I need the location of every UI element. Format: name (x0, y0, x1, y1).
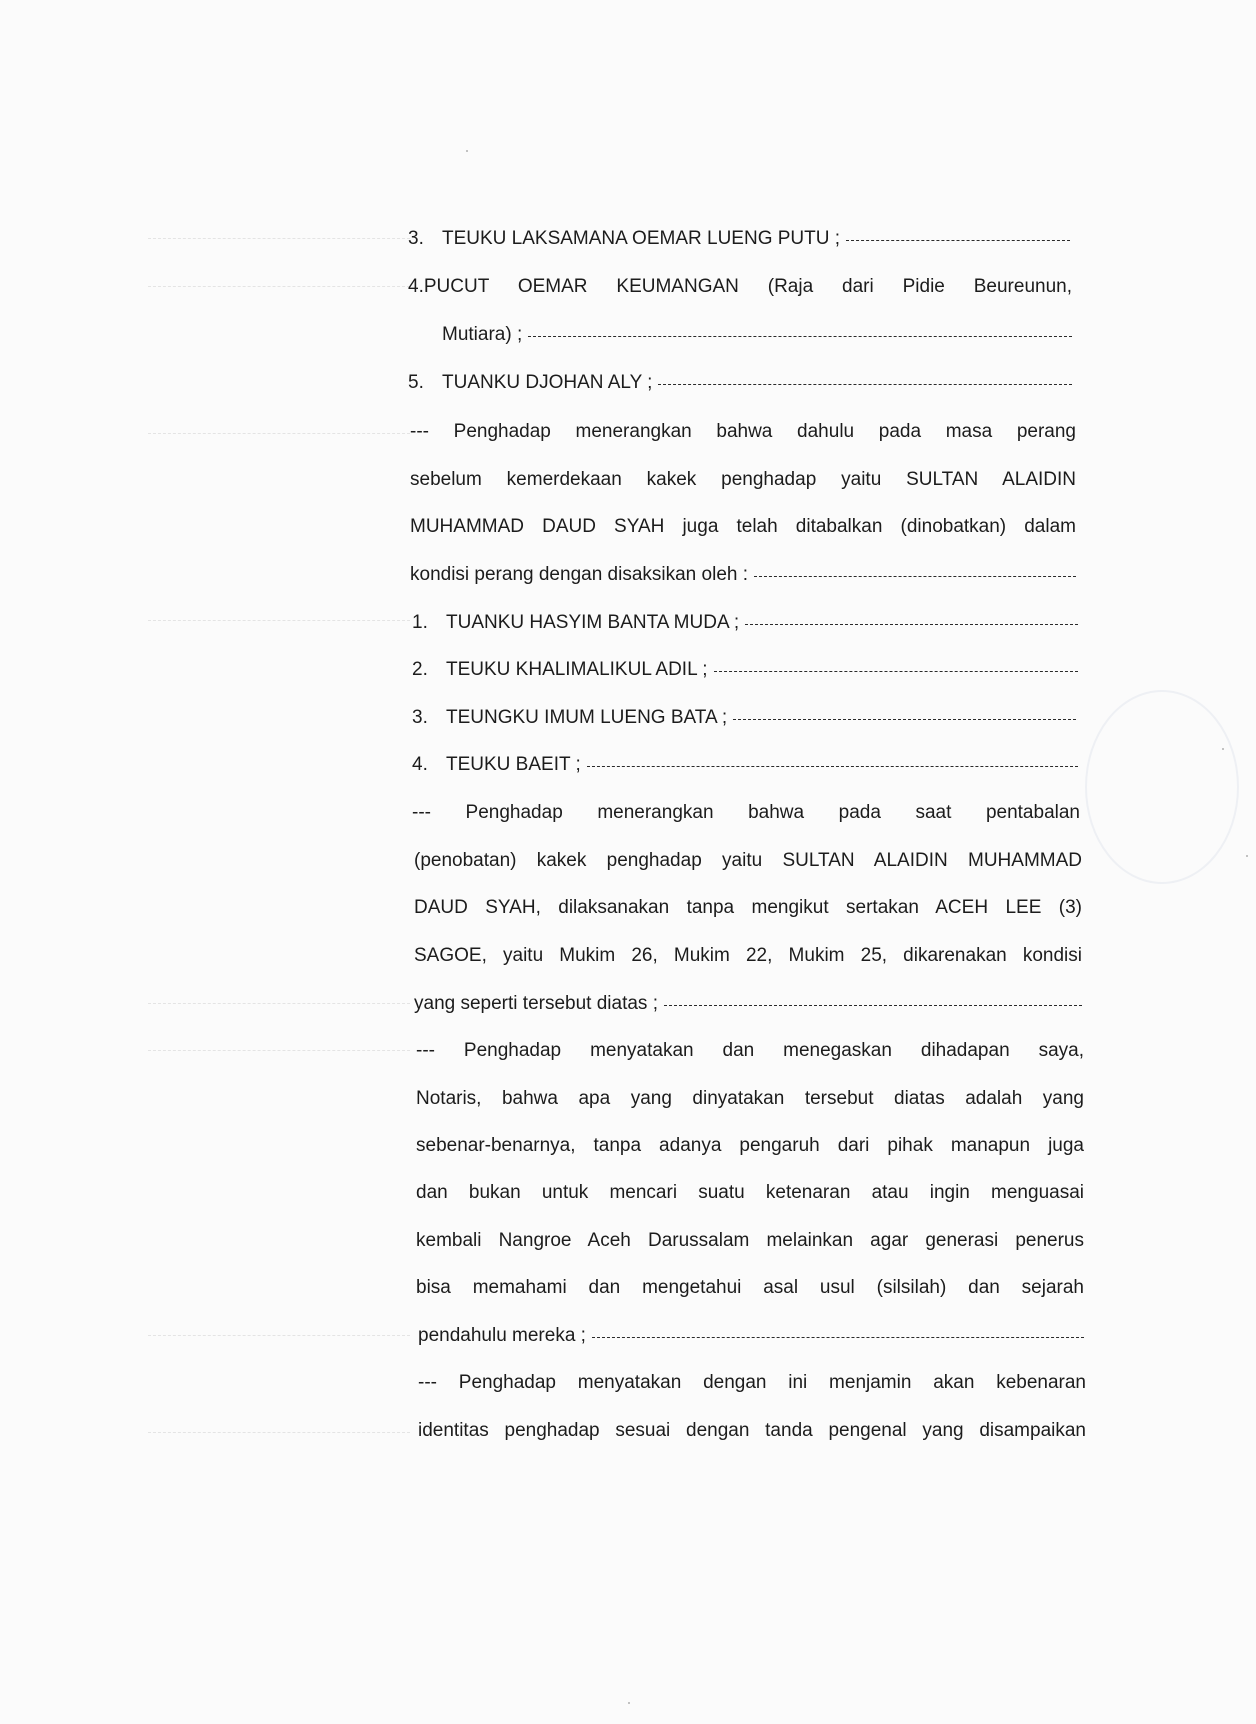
item-number: 4. (408, 276, 424, 297)
dash-filler (592, 1337, 1084, 1338)
witness-item-5 (408, 368, 1072, 398)
paragraph-line (416, 1226, 1084, 1256)
item-number: 3. (408, 228, 424, 249)
item-text: TEUKU BAEIT ; (446, 754, 581, 775)
paragraph-text: bisa memahami dan mengetahui asal usul (silsilah) dan sejarah (416, 1277, 1084, 1298)
paragraph-text: identitas penghadap sesuai dengan tanda pengenal yang disampaikan (418, 1420, 1086, 1441)
paragraph-text: DAUD SYAH, dilaksanakan tanpa mengikut sertakan ACEH LEE (3) (414, 897, 1082, 918)
stamp-bleed-through (1085, 690, 1239, 884)
scan-speck (466, 150, 468, 152)
paragraph-text: dan bukan untuk mencari suatu ketenaran atau ingin menguasai (416, 1182, 1084, 1203)
ghost-line (148, 620, 410, 621)
paragraph-line (410, 512, 1076, 542)
paragraph-line (414, 941, 1082, 971)
witness-item-2 (412, 655, 1078, 685)
paragraph-line (416, 1273, 1084, 1303)
item-text: Mutiara) ; (442, 324, 523, 345)
paragraph-line (418, 1321, 1084, 1351)
paragraph-line (414, 989, 1082, 1019)
item-text: TEUKU KHALIMALIKUL ADIL ; (446, 659, 708, 680)
item-number: 3. (412, 707, 428, 728)
ghost-line (148, 1003, 410, 1004)
paragraph-text: sebenar-benarnya, tanpa adanya pengaruh dari pihak manapun juga (416, 1135, 1084, 1156)
ghost-line (148, 1050, 410, 1051)
paragraph-text: kondisi perang dengan disaksikan oleh : (410, 564, 749, 585)
ghost-line (148, 1432, 410, 1433)
item-text: TUANKU DJOHAN ALY ; (442, 372, 653, 393)
scan-speck (1246, 855, 1248, 857)
paragraph-line (410, 560, 1076, 590)
item-text: PUCUT OEMAR KEUMANGAN (Raja dari Pidie Beureunun, (423, 276, 1072, 297)
item-text: TEUKU LAKSAMANA OEMAR LUENG PUTU ; (442, 228, 841, 249)
paragraph-text: MUHAMMAD DAUD SYAH juga telah ditabalkan (dinobatkan) dalam (410, 516, 1076, 537)
scan-speck (628, 1702, 630, 1704)
ghost-line (148, 1335, 410, 1336)
paragraph-text: Notaris, bahwa apa yang dinyatakan tersebut diatas adalah yang (416, 1088, 1084, 1109)
item-number: 2. (412, 659, 428, 680)
paragraph-line (416, 1084, 1084, 1114)
paragraph-text: yang seperti tersebut diatas ; (414, 993, 658, 1014)
dash-filler (846, 240, 1070, 241)
ghost-line (148, 238, 410, 239)
paragraph-text: --- Penghadap menyatakan dan menegaskan dihadapan saya, (416, 1040, 1084, 1061)
dash-filler (754, 576, 1076, 577)
paragraph-line (418, 1368, 1086, 1398)
ghost-line (148, 433, 410, 434)
paragraph-text: pendahulu mereka ; (418, 1325, 586, 1346)
paragraph-text: --- Penghadap menyatakan dengan ini menjamin akan kebenaran (418, 1372, 1086, 1393)
dash-filler (664, 1005, 1082, 1006)
dash-filler (528, 336, 1072, 337)
item-number: 4. (412, 754, 428, 775)
dash-filler (733, 719, 1076, 720)
witness-item-3 (408, 224, 1070, 254)
witness-item-1 (412, 608, 1078, 638)
paragraph-text: --- Penghadap menerangkan bahwa pada saat pentabalan (412, 802, 1080, 823)
paragraph-line (416, 1036, 1084, 1066)
scan-speck (1222, 748, 1224, 750)
paragraph-text: kembali Nangroe Aceh Darussalam melainkan agar generasi penerus (416, 1230, 1084, 1251)
paragraph-line (414, 846, 1082, 876)
paragraph-line (416, 1178, 1084, 1208)
paragraph-line (416, 1131, 1084, 1161)
item-number: 5. (408, 372, 424, 393)
item-number: 1. (412, 612, 428, 633)
paragraph-text: SAGOE, yaitu Mukim 26, Mukim 22, Mukim 25, dikarenakan kondisi (414, 945, 1082, 966)
witness-item-4b (412, 750, 1078, 780)
dash-filler (658, 384, 1072, 385)
paragraph-line (410, 465, 1076, 495)
paragraph-text: sebelum kemerdekaan kakek penghadap yaitu SULTAN ALAIDIN (410, 469, 1076, 490)
paragraph-line (412, 798, 1080, 828)
paragraph-text: --- Penghadap menerangkan bahwa dahulu pada masa perang (410, 421, 1076, 442)
item-text: TUANKU HASYIM BANTA MUDA ; (446, 612, 740, 633)
dash-filler (587, 766, 1078, 767)
witness-item-4 (408, 272, 1072, 302)
paragraph-line (410, 417, 1076, 447)
paragraph-line (418, 1416, 1086, 1446)
ghost-line (148, 286, 410, 287)
dash-filler (745, 624, 1078, 625)
paragraph-line (414, 893, 1082, 923)
paragraph-text: (penobatan) kakek penghadap yaitu SULTAN ALAIDIN MUHAMMAD (414, 850, 1082, 871)
witness-item-4-cont (442, 320, 1072, 350)
dash-filler (714, 671, 1078, 672)
item-text: TEUNGKU IMUM LUENG BATA ; (446, 707, 728, 728)
witness-item-3b (412, 703, 1076, 733)
